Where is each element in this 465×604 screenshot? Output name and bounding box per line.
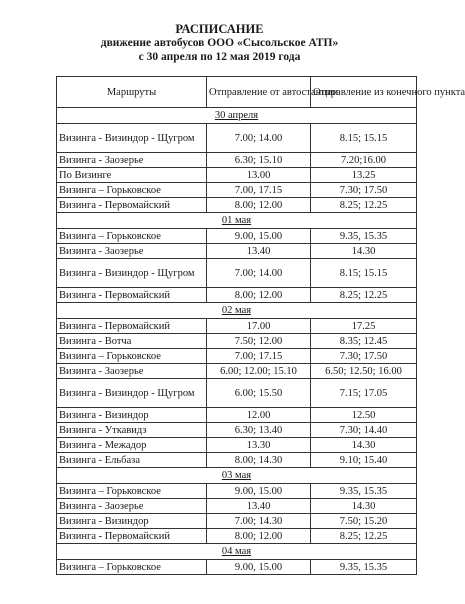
route-cell: Визинга - Первомайский <box>57 288 207 303</box>
table-row <box>57 259 417 288</box>
return-cell: 14.30 <box>311 499 417 514</box>
return-cell: 8.15; 15.15 <box>311 259 417 288</box>
departure-cell: 9.00, 15.00 <box>207 484 311 499</box>
return-cell: 9.35, 15.35 <box>311 484 417 499</box>
departure-cell: 12.00 <box>207 408 311 423</box>
return-cell: 9.10; 15.40 <box>311 453 417 468</box>
table-row <box>57 168 417 183</box>
document-period: с 30 апреля по 12 мая 2019 года <box>138 51 301 63</box>
route-cell: Визинга – Горьковское <box>57 560 207 575</box>
return-cell: 7.20;16.00 <box>311 153 417 168</box>
departure-cell: 13.30 <box>207 438 311 453</box>
route-cell: Визинга – Горьковское <box>57 484 207 499</box>
departure-cell: 13.40 <box>207 499 311 514</box>
return-cell: 7.30; 17.50 <box>311 183 417 198</box>
table-row <box>57 514 417 529</box>
table-row <box>57 349 417 364</box>
departure-cell: 7.50; 12.00 <box>207 334 311 349</box>
return-cell: 8.15; 15.15 <box>311 124 417 153</box>
return-cell: 8.25; 12.25 <box>311 288 417 303</box>
return-cell: 7.30; 14.40 <box>311 423 417 438</box>
route-cell: Визинга - Визиндор <box>57 408 207 423</box>
route-cell: Визинга - Заозерье <box>57 364 207 379</box>
departure-cell: 8.00; 14.30 <box>207 453 311 468</box>
route-cell: Визинга - Первомайский <box>57 198 207 213</box>
table-row <box>57 334 417 349</box>
table-row <box>57 560 417 575</box>
departure-cell: 8.00; 12.00 <box>207 288 311 303</box>
title-block <box>0 22 439 64</box>
table-row <box>57 153 417 168</box>
route-cell: Визинга – Горьковское <box>57 229 207 244</box>
header-route: Маршруты <box>57 77 207 108</box>
departure-cell: 9.00, 15.00 <box>207 229 311 244</box>
document-subtitle: движение автобусов ООО «Сысольское АТП» <box>100 37 339 49</box>
return-cell: 6.50; 12.50; 16.00 <box>311 364 417 379</box>
return-cell: 8.35; 12.45 <box>311 334 417 349</box>
departure-cell: 6.00; 12.00; 15.10 <box>207 364 311 379</box>
document-title: РАСПИСАНИЕ <box>175 22 264 36</box>
departure-cell: 7.00; 14.00 <box>207 124 311 153</box>
route-cell: Визинга - Межадор <box>57 438 207 453</box>
return-cell: 14.30 <box>311 438 417 453</box>
return-cell: 8.25; 12.25 <box>311 198 417 213</box>
date-heading: 03 мая <box>57 468 417 484</box>
route-cell: Визинга – Горьковское <box>57 183 207 198</box>
route-cell: Визинга - Первомайский <box>57 529 207 544</box>
departure-cell: 13.40 <box>207 244 311 259</box>
departure-cell: 8.00; 12.00 <box>207 529 311 544</box>
table-row <box>57 229 417 244</box>
route-cell: Визинга - Визиндор - Щугром <box>57 124 207 153</box>
table-row <box>57 484 417 499</box>
departure-cell: 6.30; 13.40 <box>207 423 311 438</box>
route-cell: Визинга - Уткавидз <box>57 423 207 438</box>
return-cell: 9.35, 15.35 <box>311 229 417 244</box>
date-row <box>57 468 417 484</box>
header-departure-terminal: Отправление из конечного пункта <box>311 77 417 108</box>
departure-cell: 13.00 <box>207 168 311 183</box>
route-cell: Визинга - Визиндор - Щугром <box>57 379 207 408</box>
departure-cell: 7.00, 17.15 <box>207 183 311 198</box>
departure-cell: 7.00; 14.00 <box>207 259 311 288</box>
schedule-table <box>56 76 465 575</box>
departure-cell: 17.00 <box>207 319 311 334</box>
route-cell: Визинга - Ельбаза <box>57 453 207 468</box>
return-cell: 7.30; 17.50 <box>311 349 417 364</box>
route-cell: Визинга - Вотча <box>57 334 207 349</box>
table-row <box>57 453 417 468</box>
table-row <box>57 499 417 514</box>
return-cell: 7.50; 15.20 <box>311 514 417 529</box>
return-cell: 12.50 <box>311 408 417 423</box>
route-cell: Визинга - Первомайский <box>57 319 207 334</box>
departure-cell: 7.00; 17.15 <box>207 349 311 364</box>
date-heading: 01 мая <box>57 213 417 229</box>
date-heading: 02 мая <box>57 303 417 319</box>
route-cell: Визинга – Горьковское <box>57 349 207 364</box>
route-cell: Визинга - Заозерье <box>57 499 207 514</box>
date-row <box>57 544 417 560</box>
route-cell: Визинга - Визиндор <box>57 514 207 529</box>
route-cell: Визинга - Заозерье <box>57 244 207 259</box>
departure-cell: 9.00, 15.00 <box>207 560 311 575</box>
date-heading: 30 апреля <box>57 108 417 124</box>
table-row <box>57 408 417 423</box>
departure-cell: 6.30; 15.10 <box>207 153 311 168</box>
table-row <box>57 244 417 259</box>
return-cell: 13.25 <box>311 168 417 183</box>
return-cell: 9.35, 15.35 <box>311 560 417 575</box>
return-cell: 14.30 <box>311 244 417 259</box>
table-row <box>57 288 417 303</box>
table-row <box>57 438 417 453</box>
date-row <box>57 303 417 319</box>
return-cell: 7.15; 17.05 <box>311 379 417 408</box>
return-cell: 8.25; 12.25 <box>311 529 417 544</box>
route-cell: Визинга - Заозерье <box>57 153 207 168</box>
header-departure-station: Отправление от автостанции <box>207 77 311 108</box>
date-heading: 04 мая <box>57 544 417 560</box>
route-cell: По Визинге <box>57 168 207 183</box>
table-row <box>57 183 417 198</box>
departure-cell: 6.00; 15.50 <box>207 379 311 408</box>
date-row <box>57 213 417 229</box>
route-cell: Визинга - Визиндор - Щугром <box>57 259 207 288</box>
schedule-body <box>57 108 417 575</box>
table-row <box>57 124 417 153</box>
table-row <box>57 423 417 438</box>
departure-cell: 8.00; 12.00 <box>207 198 311 213</box>
table-row <box>57 364 417 379</box>
departure-cell: 7.00; 14.30 <box>207 514 311 529</box>
table-row <box>57 529 417 544</box>
date-row <box>57 108 417 124</box>
table-row <box>57 379 417 408</box>
table-row <box>57 319 417 334</box>
table-header-row <box>57 77 417 108</box>
table-row <box>57 198 417 213</box>
return-cell: 17.25 <box>311 319 417 334</box>
